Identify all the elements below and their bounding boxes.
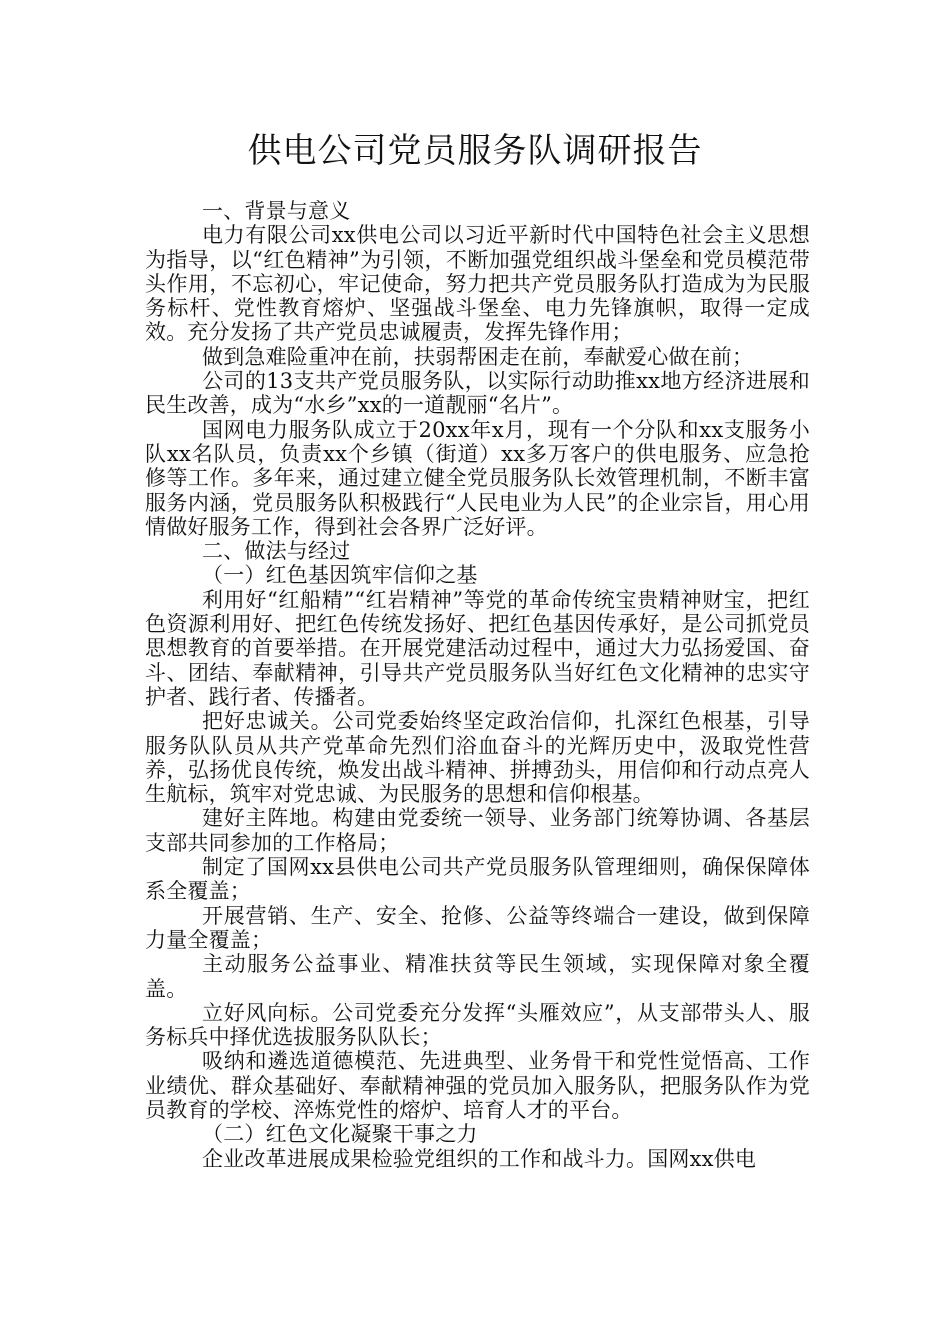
subsection-heading-red-culture: （二）红色文化凝聚干事之力 xyxy=(202,1122,478,1147)
paragraph: 电力有限公司xx供电公司以习近平新时代中国特色社会主义思想为指导，以“红色精神”为引领，不断加强党组织战斗堡垒和党员模范带头作用，不忘初心，牢记使命，努力把共产党员服务队打造成为为民服务标杆、党性教育熔炉、坚强战斗堡垒、电力先锋旗帜，取得一定成效。充分发扬了共产党员忠诚履责，发挥先锋作用； xyxy=(145,223,810,345)
paragraph: 建好主阵地。构建由党委统一领导、业务部门统筹协调、各基层支部共同参加的工作格局； xyxy=(145,806,810,855)
section-heading-background: 一、背景与意义 xyxy=(202,199,351,223)
paragraph: 利用好“红船精”“红岩精神”等党的革命传统宝贵精神财宝，把红色资源利用好、把红色传统发扬好、把红色基因传承好，是公司抓党员思想教育的首要举措。在开展党建活动过程中，通过大力弘扬爱国、奋斗、团结、奉献精神，引导共产党员服务队当好红色文化精神的忠实守护者、践行者、传播者。 xyxy=(145,587,810,709)
document-body xyxy=(145,199,810,1171)
paragraph: 国网电力服务队成立于20xx年x月，现有一个分队和xx支服务小队xx名队员，负责xx个乡镇（街道）xx多万客户的供电服务、应急抢修等工作。多年来，通过建立健全党员服务队长效管理机制，不断丰富服务内涵，党员服务队积极践行“人民电业为人民”的企业宗旨，用心用情做好服务工作，得到社会各界广泛好评。 xyxy=(145,417,810,539)
section-heading-practice: 二、做法与经过 xyxy=(202,539,351,564)
paragraph: 制定了国网xx县供电公司共产党员服务队管理细则，确保保障体系全覆盖； xyxy=(145,855,810,904)
paragraph: 立好风向标。公司党委充分发挥“头雁效应”，从支部带头人、服务标兵中择优选拔服务队队长； xyxy=(145,1000,810,1050)
paragraph: 做到急难险重冲在前，扶弱帮困走在前，奉献爱心做在前； xyxy=(202,344,754,369)
document-title: 供电公司党员服务队调研报告 xyxy=(247,131,703,171)
subsection-heading-red-gene: （一）红色基因筑牢信仰之基 xyxy=(202,563,478,588)
paragraph: 主动服务公益事业、精准扶贫等民生领域，实现保障对象全覆盖。 xyxy=(145,952,810,1001)
paragraph: 把好忠诚关。公司党委始终坚定政治信仰，扎深红色根基，引导服务队队员从共产党革命先烈们浴血奋斗的光辉历史中，汲取党性营养，弘扬优良传统，焕发出战斗精神、拼搏劲头，用信仰和行动点亮人生航标，筑牢对党忠诚、为民服务的思想和信仰根基。 xyxy=(145,709,810,807)
paragraph: 公司的13支共产党员服务队，以实际行动助推xx地方经济进展和民生改善，成为“水乡”xx的一道靓丽“名片”。 xyxy=(145,369,810,418)
paragraph: 吸纳和遴选道德模范、先进典型、业务骨干和党性觉悟高、工作业绩优、群众基础好、奉献精神强的党员加入服务队，把服务队作为党员教育的学校、淬炼党性的熔炉、培育人才的平台。 xyxy=(145,1049,810,1122)
paragraph: 企业改革进展成果检验党组织的工作和战斗力。国网xx供电 xyxy=(202,1146,757,1171)
paragraph: 开展营销、生产、安全、抢修、公益等终端合一建设，做到保障力量全覆盖； xyxy=(145,903,810,952)
